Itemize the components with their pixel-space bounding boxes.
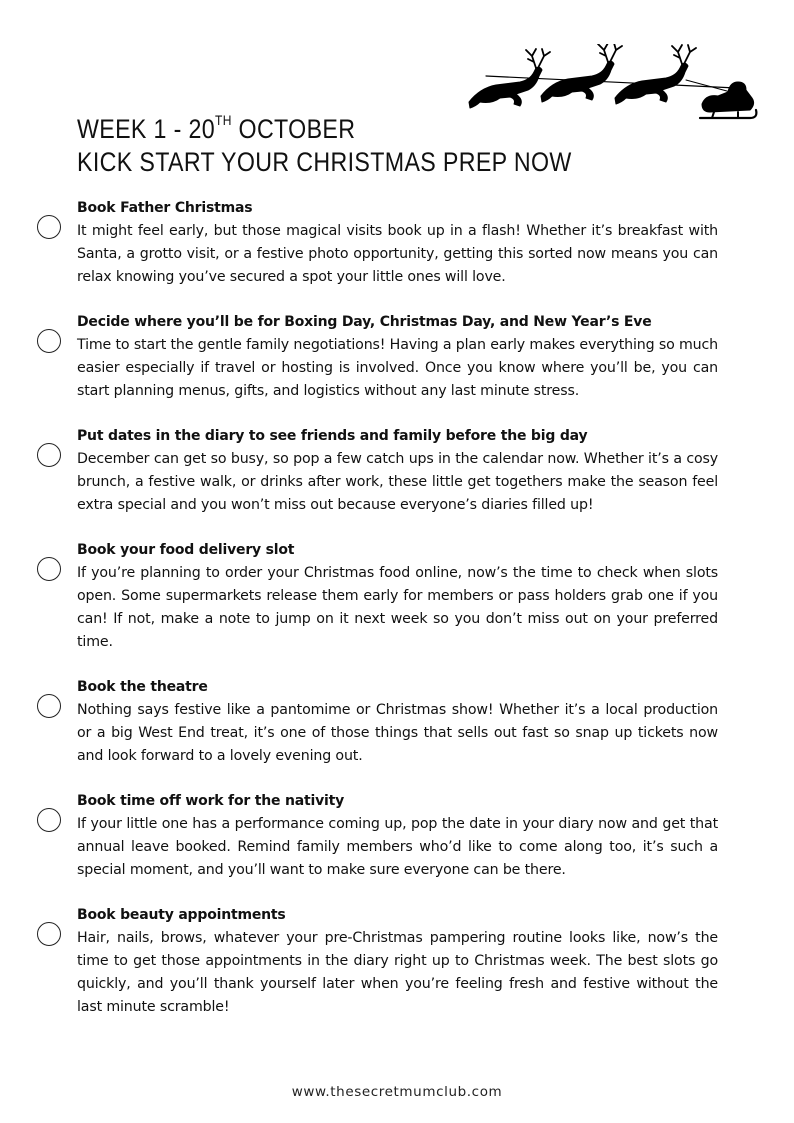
item-title: Book beauty appointments [77,907,286,923]
item-body: Nothing says festive like a pantomime or Christmas show! Whether it’s a local production or a big West End treat, it’s one of those things that sells out fast so snap up tickets now and look forward to a lovely evening out. [77,702,718,764]
item-title: Book Father Christmas [77,200,253,216]
title-line-1: WEEK 1 - 20TH OCTOBER [77,112,356,144]
footer-url: www.thesecretmumclub.com [291,1084,503,1100]
checkbox-circle[interactable] [37,922,61,946]
title-line-2: KICK START YOUR CHRISTMAS PREP NOW [77,147,572,177]
item-body: Hair, nails, brows, whatever your pre-Christmas pampering routine looks like, now’s the time to get those appointments in the diary right up to Christmas week. The best slots go quickly, and you’ll thank yourself later when you’re feeling fresh and festive without the last minute scramble! [77,930,718,1015]
checkbox-circle[interactable] [37,215,61,239]
checklist-item [77,197,718,289]
item-body: Time to start the gentle family negotiations! Having a plan early makes everything so much easier especially if travel or hosting is involved. Once you know where you’ll be, you can start planning menus, gifts, and logistics without any last minute stress. [77,337,718,399]
item-body: If you’re planning to order your Christmas food online, now’s the time to check when slots open. Some supermarkets release them early for members or pass holders grab one if you can! If not, make a note to jump on it next week so you don’t miss out on your preferred time. [77,565,718,650]
checklist [77,197,718,1041]
item-title: Book the theatre [77,679,208,695]
checklist-item [77,311,718,403]
checklist-item [77,790,718,882]
item-title: Decide where you’ll be for Boxing Day, Christmas Day, and New Year’s Eve [77,314,652,330]
checklist-item [77,904,718,1019]
item-title: Book your food delivery slot [77,542,295,558]
item-body: If your little one has a performance coming up, pop the date in your diary now and get that annual leave booked. Remind family members who’d like to come along too, it’s such a special moment, and you’ll want to make sure everyone can be there. [77,816,718,878]
checkbox-circle[interactable] [37,808,61,832]
item-title: Put dates in the diary to see friends and family before the big day [77,428,588,444]
checklist-item [77,676,718,768]
checklist-item [77,425,718,517]
checkbox-circle[interactable] [37,443,61,467]
item-body: December can get so busy, so pop a few catch ups in the calendar now. Whether it’s a cosy brunch, a festive walk, or drinks after work, these little get togethers make the season feel extra special and you won’t miss out because everyone’s diaries filled up! [77,451,718,513]
page-title [77,113,572,179]
checkbox-circle[interactable] [37,557,61,581]
checklist-item [77,539,718,654]
item-body: It might feel early, but those magical visits book up in a flash! Whether it’s breakfast with Santa, a grotto visit, or a festive photo opportunity, getting this sorted now means you can relax knowing you’ve secured a spot your little ones will love. [77,223,718,285]
checkbox-circle[interactable] [37,694,61,718]
item-title: Book time off work for the nativity [77,793,345,809]
checkbox-circle[interactable] [37,329,61,353]
